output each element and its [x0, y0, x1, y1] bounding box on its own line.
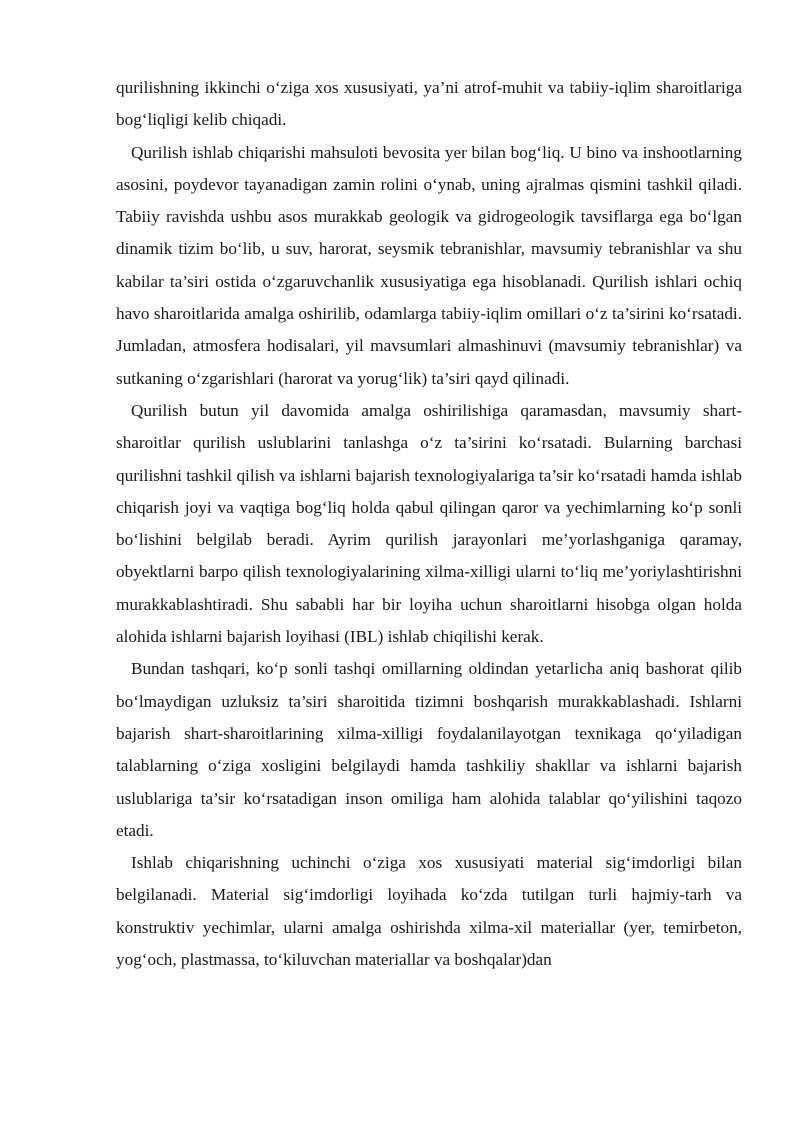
document-page — [116, 72, 742, 976]
paragraph-material-intensity: Ishlab chiqarishning uchinchi o‘ziga xos xususiyati material sig‘imdorligi bilan belgilanadi. Material sig‘imdorligi loyihada ko‘zda tutilgan turli hajmiy-tarh va konstruktiv yechimlar, ularni amalga oshirishda xilma-xil materiallar (yer, temirbeton, yog‘och, plastmassa, to‘kiluvchan materiallar va boshqalar)dan — [116, 853, 742, 970]
paragraph-ground-dependency: Qurilish ishlab chiqarishi mahsuloti bevosita yer bilan bog‘liq. U bino va inshootlarning asosini, poydevor tayanadigan zamin rolini o‘ynab, uning ajralmas qismini tashkil qiladi. Tabiiy ravishda ushbu asos murakkab geologik va gidrogeologik tavsiflarga ega bo‘lgan dinamik tizim bo‘lib, u suv, harorat, seysmik tebranishlar, mavsumiy tebranishlar va shu kabilar ta’siri ostida o‘zgaruvchanlik xususiyatiga ega hisoblanadi. Qurilish ishlari ochiq havo sharoitlarida amalga oshirilib, odamlarga tabiiy-iqlim omillari o‘z ta’sirini ko‘rsatadi. Jumladan, atmosfera hodisalari, yil mavsumlari almashinuvi (mavsumiy tebranishlar) va sutkaning o‘zgarishlari (harorat va yorug‘lik) ta’siri qayd qilinadi. — [116, 142, 742, 388]
paragraph-seasonal-conditions: Qurilish butun yil davomida amalga oshirilishiga qaramasdan, mavsumiy shart-sharoitlar qurilish uslublarini tanlashga o‘z ta’sirini ko‘rsatadi. Bularning barchasi qurilishni tashkil qilish va ishlarni bajarish texnologiyalariga ta’sir ko‘rsatadi hamda ishlab chiqarish joyi va vaqtiga bog‘liq holda qabul qilingan qaror va yechimlarning ko‘p sonli bo‘lishini belgilab beradi. Ayrim qurilish jarayonlari me’yorlashganiga qaramay, obyektlarni barpo qilish texnologiyalarining xilma-xilligi ularni to‘liq me’yoriylashtirishni murakkablashtiradi. Shu sababli har bir loyiha uchun sharoitlarni hisobga olgan holda alohida ishlarni bajarish loyihasi (IBL) ishlab chiqilishi kerak. — [116, 400, 742, 647]
paragraph-continuation: qurilishning ikkinchi o‘ziga xos xususiyati, ya’ni atrof-muhit va tabiiy-iqlim sharoitlariga bog‘liqligi kelib chiqadi. — [116, 78, 742, 130]
paragraph-external-factors: Bundan tashqari, ko‘p sonli tashqi omillarning oldindan yetarlicha aniq bashorat qilib bo‘lmaydigan uzluksiz ta’siri sharoitida tizimni boshqarish murakkablashadi. Ishlarni bajarish shart-sharoitlarining xilma-xilligi foydalanilayotgan texnikaga qo‘yiladigan talablarning o‘ziga xosligini belgilaydi hamda tashkiliy shakllar va ishlarni bajarish uslublariga ta’sir ko‘rsatadigan inson omiliga ham alohida talablar qo‘yilishini taqozo etadi. — [116, 659, 742, 840]
